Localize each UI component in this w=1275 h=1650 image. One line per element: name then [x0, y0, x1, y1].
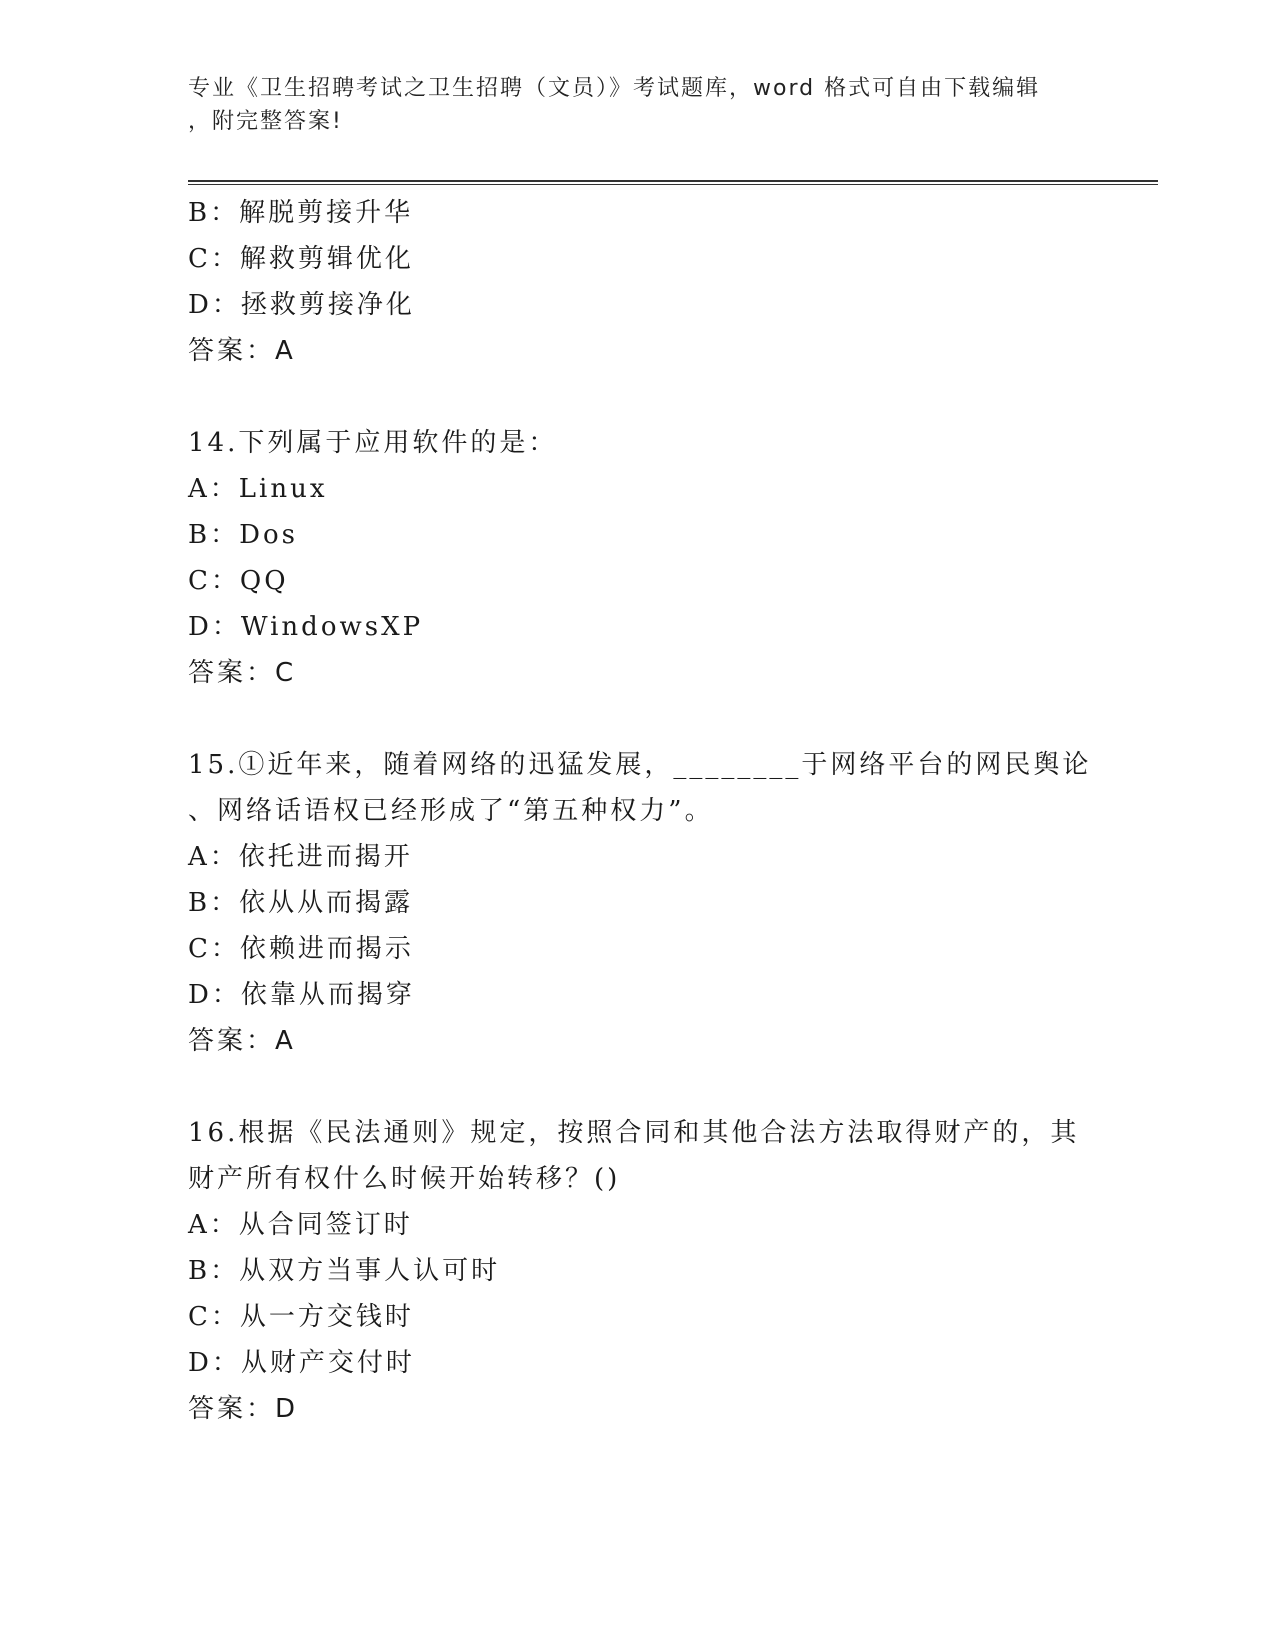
q16-option-c: C：从一方交钱时	[188, 1302, 414, 1332]
q15-answer: 答案：A	[188, 1026, 296, 1056]
question-14	[188, 420, 1088, 696]
q13-option-c: C：解救剪辑优化	[188, 244, 414, 274]
q16-option-d: D：从财产交付时	[188, 1348, 415, 1378]
header-divider-thin	[188, 184, 1158, 185]
q14-answer: 答案：C	[188, 658, 297, 688]
q15-option-b: B：依从从而揭露	[188, 888, 414, 918]
q16-answer: 答案：D	[188, 1394, 299, 1424]
q15-option-a: A：依托进而揭开	[188, 842, 413, 872]
header-divider-thick	[188, 180, 1158, 182]
q16-stem-line-2: 财产所有权什么时候开始转移？()	[188, 1164, 621, 1194]
header-line-2: ，附完整答案!	[188, 109, 343, 134]
q15-stem-line-2: 、网络话语权已经形成了“第五种权力”。	[188, 796, 714, 826]
spacer	[188, 374, 1088, 420]
document-header	[188, 72, 1088, 138]
question-15	[188, 742, 1092, 1064]
q14-option-d: D：WindowsXP	[188, 612, 424, 642]
header-line-1: 专业《卫生招聘考试之卫生招聘（文员）》考试题库，word 格式可自由下载编辑	[188, 76, 1041, 101]
q15-option-c: C：依赖进而揭示	[188, 934, 414, 964]
spacer	[188, 1064, 1088, 1110]
question-list	[188, 190, 1092, 1432]
q13-answer: 答案：A	[188, 336, 296, 366]
q14-option-c: C：QQ	[188, 566, 289, 596]
question-13-continued	[188, 190, 1088, 374]
q13-option-d: D：拯救剪接净化	[188, 290, 415, 320]
q16-option-a: A：从合同签订时	[188, 1210, 413, 1240]
q16-option-b: B：从双方当事人认可时	[188, 1256, 501, 1286]
q15-stem-line-1: 15.①近年来，随着网络的迅猛发展，________于网络平台的网民舆论	[188, 750, 1092, 780]
q13-option-b: B：解脱剪接升华	[188, 198, 414, 228]
question-16	[188, 1110, 1088, 1432]
q15-option-d: D：依靠从而揭穿	[188, 980, 415, 1010]
q14-option-b: B：Dos	[188, 520, 298, 550]
q14-stem: 14.下列属于应用软件的是：	[188, 428, 558, 458]
spacer	[188, 696, 1088, 742]
q16-stem-line-1: 16.根据《民法通则》规定，按照合同和其他合法方法取得财产的，其	[188, 1118, 1080, 1148]
q14-option-a: A：Linux	[188, 474, 328, 504]
